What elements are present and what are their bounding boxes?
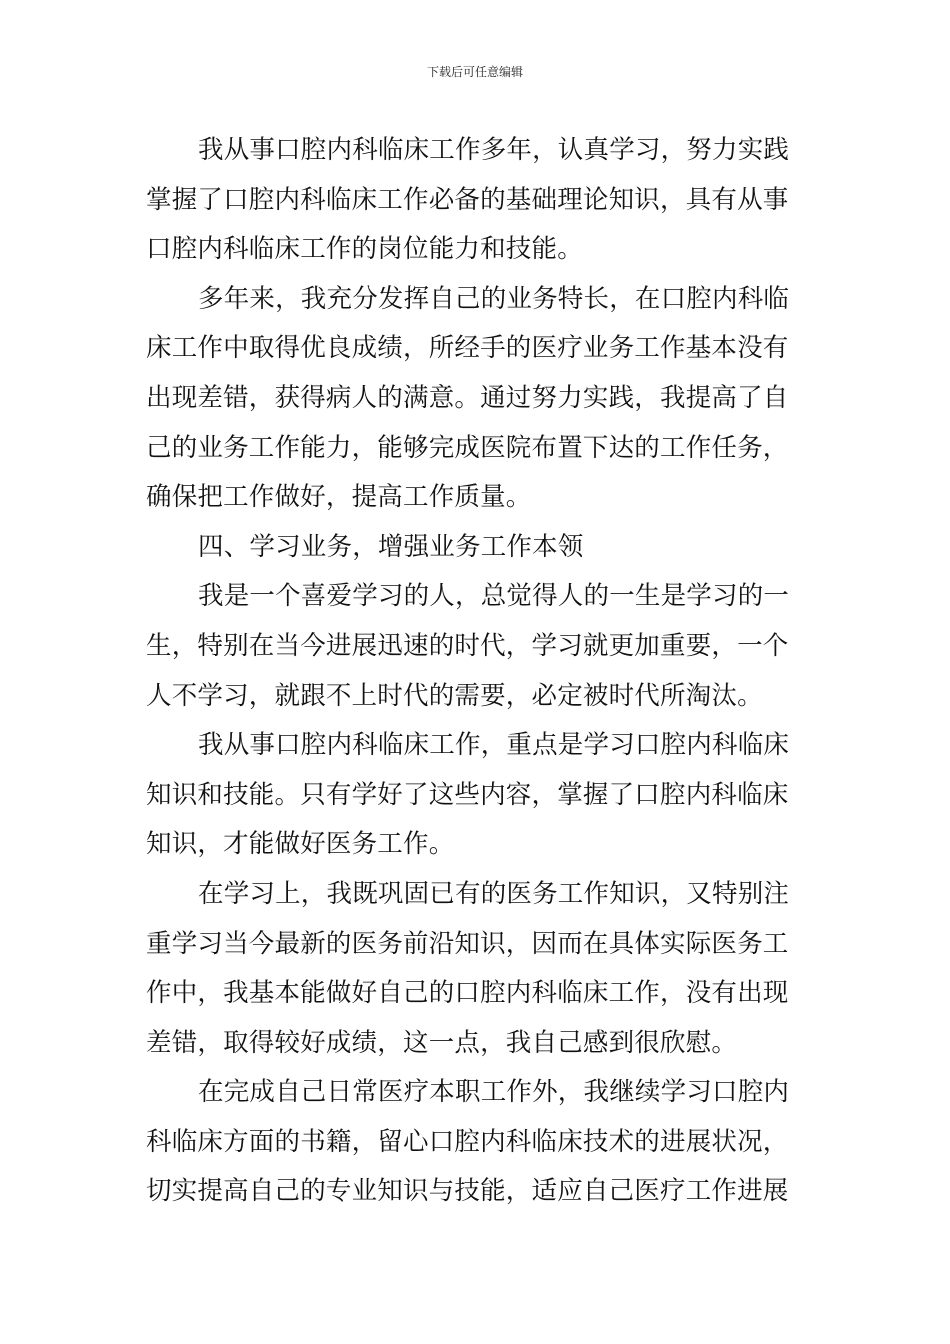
paragraph-learning-results	[146, 870, 806, 1068]
text-line: 多年来，我充分发挥自己的业务特长，在口腔内科临	[198, 283, 790, 314]
paragraph-learning-focus	[146, 721, 806, 870]
text-line: 床工作中取得优良成绩，所经手的医疗业务工作基本没有	[146, 333, 789, 364]
paragraph-love-learning	[146, 572, 806, 721]
text-line: 掌握了口腔内科临床工作必备的基础理论知识，具有从事	[146, 184, 789, 215]
text-line: 知识和技能。只有学好了这些内容，掌握了口腔内科临床	[146, 779, 789, 810]
text-line: 差错，取得较好成绩，这一点，我自己感到很欣慰。	[146, 1027, 738, 1058]
section-heading-text: 四、学习业务，增强业务工作本领	[198, 531, 584, 562]
text-line: 确保把工作做好，提高工作质量。	[146, 482, 532, 513]
text-line: 科临床方面的书籍，留心口腔内科临床技术的进展状况，	[146, 1126, 789, 1157]
text-line: 出现差错，获得病人的满意。通过努力实践，我提高了自	[146, 382, 789, 413]
text-line: 切实提高自己的专业知识与技能，适应自己医疗工作进展	[146, 1176, 789, 1207]
text-line: 重学习当今最新的医务前沿知识，因而在具体实际医务工	[146, 928, 789, 959]
section-heading	[146, 523, 806, 573]
text-line: 我从事口腔内科临床工作多年，认真学习，努力实践	[198, 135, 790, 165]
text-line: 己的业务工作能力，能够完成医院布置下达的工作任务，	[146, 432, 789, 463]
page-header-note: 下载后可任意编辑	[426, 65, 523, 79]
text-line: 我从事口腔内科临床工作，重点是学习口腔内科临床	[198, 730, 790, 761]
text-line: 在学习上，我既巩固已有的医务工作知识，又特别注	[198, 878, 790, 909]
text-line: 我是一个喜爱学习的人，总觉得人的一生是学习的一	[198, 581, 790, 612]
text-line: 在完成自己日常医疗本职工作外，我继续学习口腔内	[198, 1077, 790, 1108]
text-line: 作中，我基本能做好自己的口腔内科临床工作，没有出现	[146, 978, 789, 1009]
text-line: 口腔内科临床工作的岗位能力和技能。	[146, 234, 583, 265]
paragraph-work-experience	[146, 126, 806, 275]
text-line: 生，特别在当今进展迅速的时代，学习就更加重要，一个	[146, 630, 789, 661]
paragraph-work-results	[146, 275, 806, 523]
document-body	[146, 126, 806, 1217]
paragraph-continued-study	[146, 1068, 806, 1217]
text-line: 人不学习，就跟不上时代的需要，必定被时代所淘汰。	[146, 680, 763, 711]
text-line: 知识，才能做好医务工作。	[146, 829, 455, 860]
